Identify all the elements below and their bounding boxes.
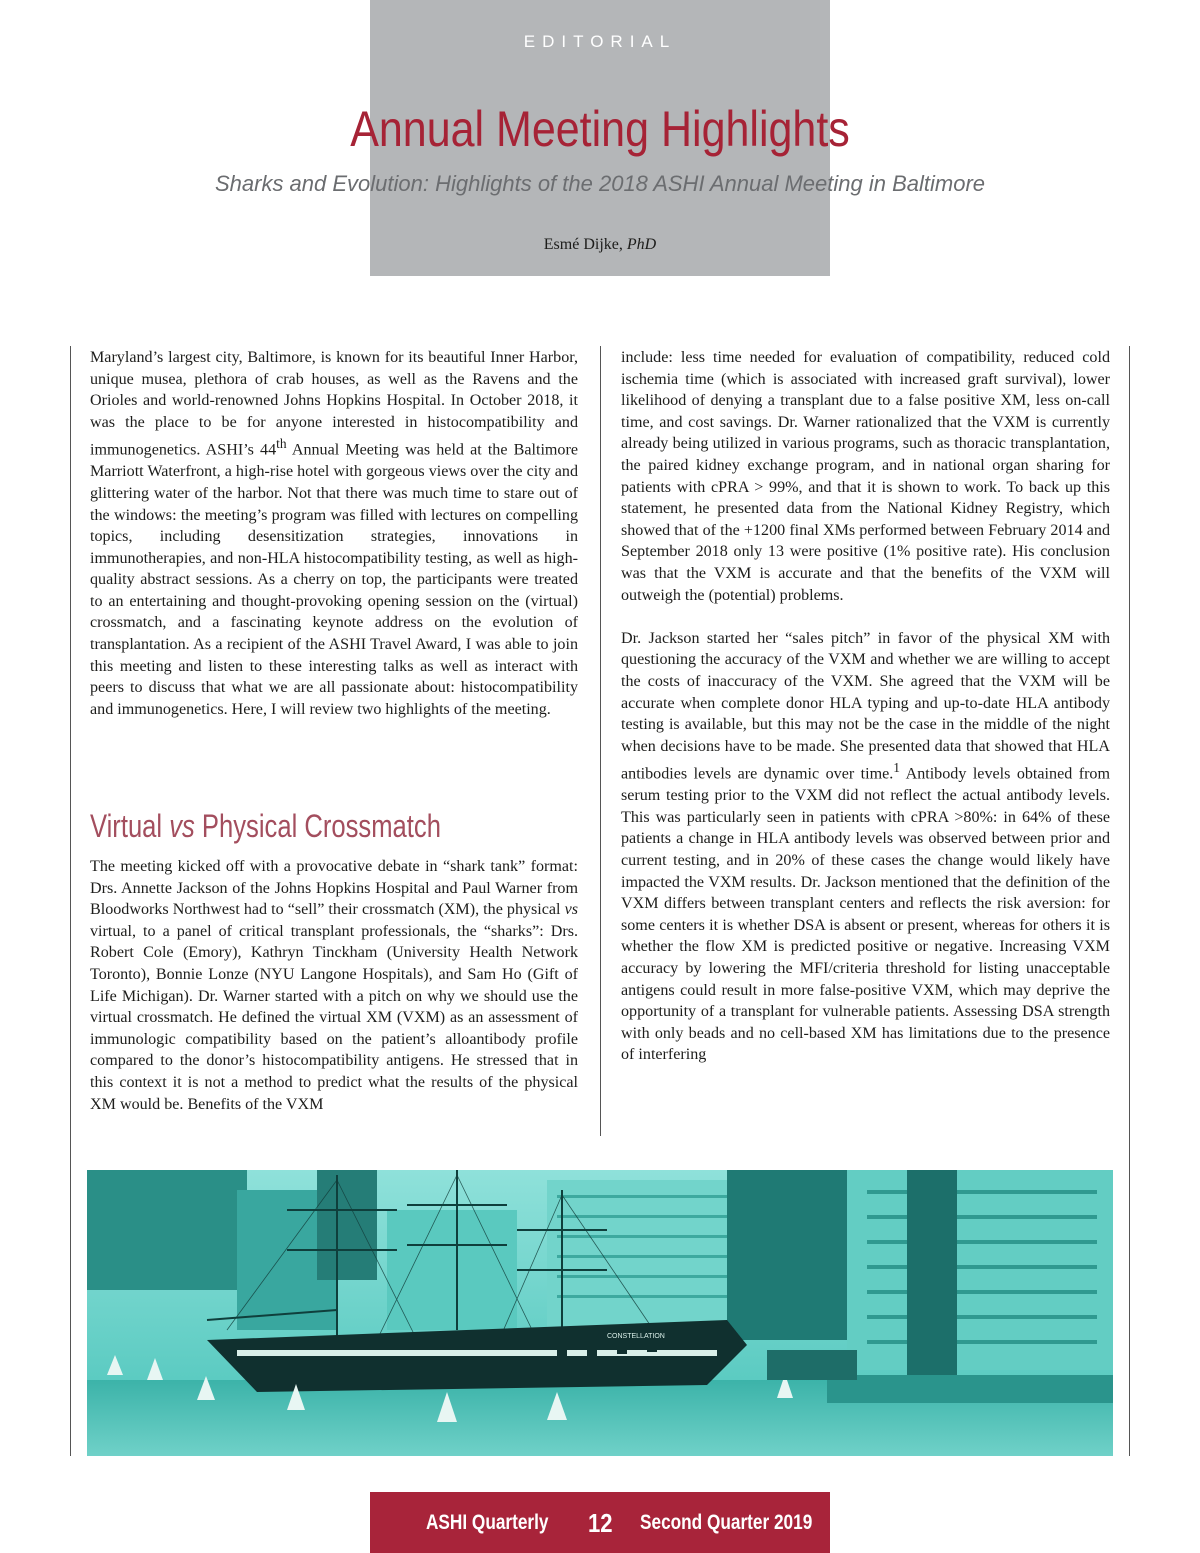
footer-issue: Second Quarter 2019: [640, 1511, 813, 1534]
right-paragraph-1: include: less time needed for evaluation of compatibility, reduced cold ischemia time (which is associated with increased graft survival), lower likelihood of denying a transplant due to a false positive XM, less on-call time, and cost savings. Dr. Warner rationalized that the VXM is currently already being utilized in various programs, such as thoracic transplantation, the paired kidney exchange program, and in national organ sharing for patients with cPRA > 99%, and that it is shown to work. To back up this statement, he presented data from the National Kidney Registry, which showed that of the +1200 final XMs performed between February 2014 and September 2018 only 13 were positive (1% positive rate). His conclusion was that the VXM is accurate and that the benefits of the VXM will outweigh the (potential) problems.: [621, 349, 1110, 604]
intro-paragraph: Maryland’s largest city, Baltimore, is known for its beautiful Inner Harbor, unique musea, plethora of crab houses, as well as the Ravens and the Orioles and world-renowned Johns Hopkins Hospital. In October 2018, it was the place to be for anyone interested in histocompatibility and immunogenetics. ASHI’s 44th Annual Meeting was held at the Baltimore Marriott Waterfront, a high-rise hotel with gorgeous views over the city and glittering water of the harbor. Not that there was much time to stare out of the windows: the meeting’s program was filled with lectures on compelling topics, including desensitization strategies, innovations in immunotherapies, and non-HLA histocompatibility testing, as well as high-quality abstract sessions. As a cherry on top, the participants were treated to an entertaining and thought-provoking opening session on the (virtual) crossmatch, and a fascinating keynote address on the evolution of transplantation. As a recipient of the ASHI Travel Award, I was able to join this meeting and listen to these interesting talks as well as interact with peers to discuss that what we are all passionate about: histocompatibility and immunogenetics. Here, I will review two highlights of the meeting.: [90, 349, 578, 718]
right-column: [621, 347, 1110, 1066]
author-degree: PhD: [626, 236, 657, 253]
footer-journal: ASHI Quarterly: [426, 1511, 549, 1534]
left-margin-rule: [70, 346, 71, 1456]
ship-harbor-illustration: [87, 1170, 1113, 1456]
right-paragraph-2: Dr. Jackson started her “sales pitch” in favor of the physical XM with questioning the accuracy of the VXM and whether we are willing to accept the costs of inaccuracy of the VXM. She agreed that the VXM will be accurate when complete donor HLA typing and up-to-date HLA antibody testing is available, but this may not be the case in the middle of the night when decisions have to be made. She presented data that showed that HLA antibodies levels are dynamic over time.$^1$ Antibody levels obtained from serum testing prior to the VXM did not reflect the actual antibody levels. This was particularly seen in patients with cPRA >80%: in 64% of these patients a change in HLA antibody levels was observed between prior and current testing, and in 20% of these cases the change would likely have impacted the VXM results. Dr. Jackson mentioned that the definition of the VXM differs between transplant centers and reflects the risk aversion: for some centers it is whether DSA is absent or present, whereas for others it is whether the flow XM is predicted positive or negative. Increasing VXM accuracy by lowering the MFI/criteria threshold for listing unacceptable antigens could result in more false-positive VXM, which may deprive the opportunity of a transplant for vulnerable patients. Assessing DSA strength with only beads and no cell-based XM has limitations due to the presence of interfering: [621, 629, 1111, 1064]
right-margin-rule: [1129, 346, 1130, 1456]
byline: [0, 236, 1200, 254]
section-heading: Virtual vs Physical Crossmatch: [90, 808, 441, 844]
ship-name-plate: CONSTELLATION: [607, 1333, 665, 1340]
article-title: Annual Meeting Highlights: [350, 101, 850, 157]
footer-bar: [370, 1492, 830, 1553]
page-number: 12: [588, 1508, 613, 1538]
section-label: EDITORIAL: [523, 32, 677, 51]
column-divider: [600, 346, 601, 1136]
author-name: Esmé Dijke,: [543, 236, 623, 253]
debate-paragraph: The meeting kicked off with a provocative debate in “shark tank” format: Drs. Annette Jackson of the Johns Hopkins Hospital and Paul Warner from Bloodworks Northwest had to “sell” their crossmatch (XM), the physical vs virtual, to a panel of critical transplant professionals, the “sharks”: Drs. Robert Cole (Emory), Kathryn Tinckham (University Health Network Toronto), Bonnie Lonze (NYU Langone Hospitals), and Sam Ho (Gift of Life Michigan). Dr. Warner started with a pitch on why we should use the virtual crossmatch. He defined the virtual XM (VXM) as an assessment of immunologic compatibility based on the patient’s alloantibody profile compared to the donor’s histocompatibility antigens. He stressed that in this context it is not a method to predict what the results of the physical XM would be. Benefits of the VXM: [90, 858, 578, 1113]
article-subtitle: Sharks and Evolution: Highlights of the 2018 ASHI Annual Meeting in Baltimore: [214, 171, 986, 196]
harbor-photo: [87, 1170, 1113, 1456]
